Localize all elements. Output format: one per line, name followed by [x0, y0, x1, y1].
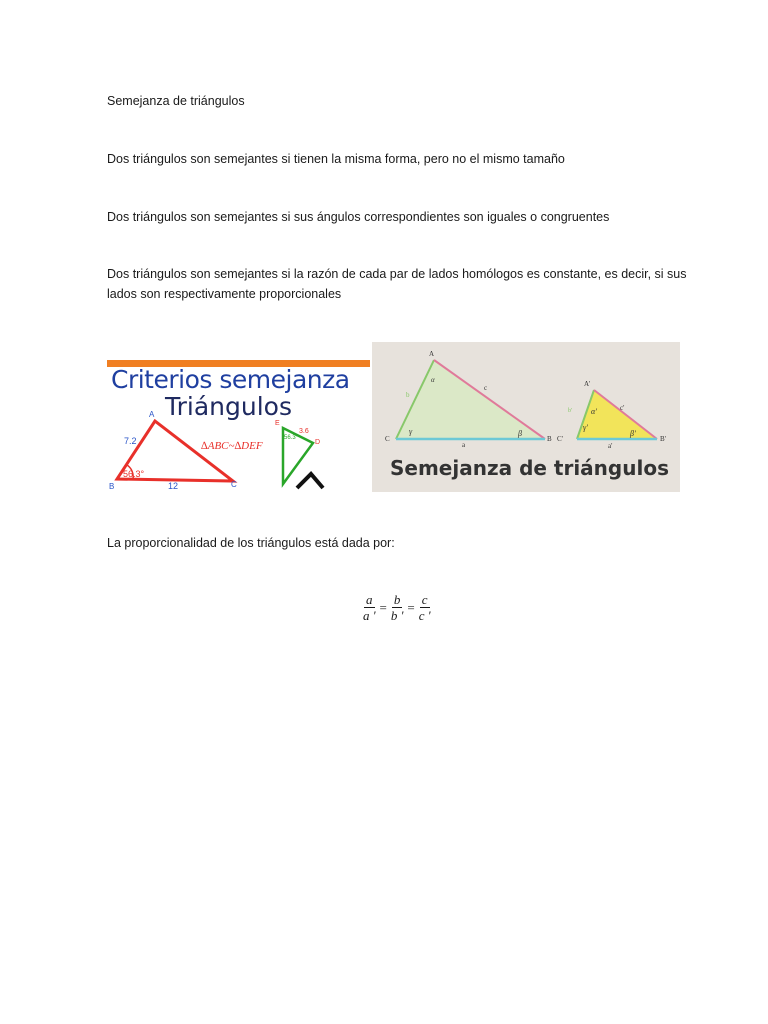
- fraction-c-numerator: c: [421, 592, 428, 607]
- small-side-c-label: c': [620, 404, 625, 412]
- partial-letter-shape: [297, 474, 323, 488]
- vertex-c-label: C: [231, 480, 237, 489]
- small-angle-beta: β': [630, 429, 636, 438]
- big-side-c-label: c: [484, 384, 488, 392]
- big-vertex-a: A: [429, 350, 435, 358]
- image-caption: Semejanza de triángulos: [390, 456, 669, 480]
- small-side-b-label: b': [568, 408, 573, 414]
- small-triangle-fill: [577, 390, 657, 439]
- image-heading-line2: Triángulos: [165, 392, 292, 421]
- big-side-b-label: b: [406, 391, 410, 399]
- equals-sign-1: =: [379, 599, 387, 615]
- small-angle-gamma: γ': [583, 423, 588, 432]
- side-ab-label: 7.2: [124, 436, 137, 446]
- paragraph-sides-criterion: Dos triángulos son semejantes si la razón de cada par de lados homólogos es constante, es decir, si sus lados son respectivamente proporcionales: [107, 267, 687, 301]
- equals-sign-2: =: [407, 599, 415, 615]
- big-vertex-b: B: [547, 435, 552, 443]
- triangles-drawing: [107, 360, 370, 492]
- big-angle-alpha: α: [431, 376, 435, 384]
- paragraph-proportionality-intro: La proporcionalidad de los triángulos está dada por:: [107, 536, 395, 550]
- fraction-b-numerator: b: [393, 592, 401, 607]
- fraction-c: [417, 592, 433, 623]
- side-ed-label: 3.6: [299, 428, 309, 435]
- small-angle-alpha: α': [591, 407, 597, 416]
- vertex-a-label: A: [149, 410, 155, 419]
- big-angle-gamma: γ: [409, 427, 413, 436]
- similarity-label: ∆ABC~∆DEF: [201, 440, 263, 452]
- big-side-a-label: a: [462, 441, 466, 449]
- image-heading-line1: Criterios semejanza: [111, 365, 350, 394]
- big-triangle-fill: [396, 360, 545, 439]
- fraction-a-numerator: a: [366, 592, 373, 607]
- fraction-a-denominator: a ': [363, 608, 376, 623]
- document-title: Semejanza de triángulos: [107, 94, 245, 108]
- small-vertex-b: B': [660, 435, 666, 443]
- fraction-c-denominator: c ': [418, 608, 431, 623]
- small-side-a-label: a': [608, 442, 613, 450]
- small-vertex-a: A': [584, 380, 591, 388]
- side-bc-label: 12: [168, 481, 179, 491]
- vertex-d-label: D: [315, 439, 321, 446]
- paragraph-shape-definition: Dos triángulos son semejantes si tienen la misma forma, pero no el mismo tamaño: [107, 152, 565, 166]
- angle-b-label: 56.3°: [123, 469, 145, 479]
- small-vertex-c: C': [557, 435, 563, 443]
- big-vertex-c: C: [385, 435, 390, 443]
- fraction-a: [361, 592, 378, 623]
- criteria-image: [107, 360, 370, 492]
- angle-e-label: 56.3°: [284, 435, 299, 441]
- paragraph-angles-criterion: Dos triángulos son semejantes si sus ángulos correspondientes son iguales o congruentes: [107, 210, 610, 224]
- proportionality-formula: [360, 592, 434, 623]
- big-angle-beta: β: [518, 429, 522, 438]
- fraction-b: [389, 592, 406, 623]
- vertex-b-label: B: [109, 482, 115, 491]
- vertex-e-label: E: [275, 420, 280, 427]
- fraction-b-denominator: b ': [390, 608, 404, 623]
- similarity-diagram-image: [372, 342, 680, 492]
